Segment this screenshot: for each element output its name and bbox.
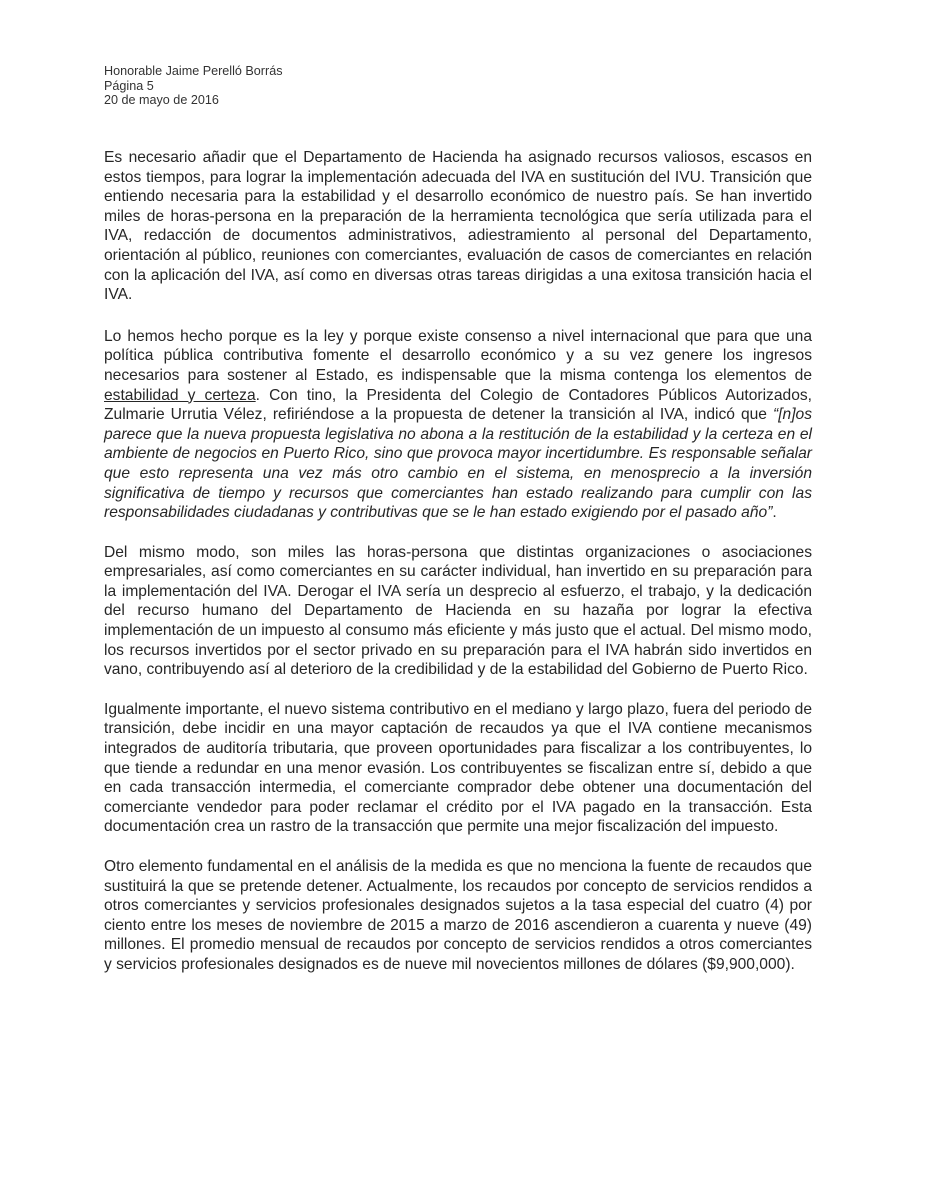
paragraph-4: Igualmente importante, el nuevo sistema contributivo en el mediano y largo plazo, fuera del periodo de transición, debe incidir en una mayor captación de recaudos ya que el IVA contiene mecanismos integrados de auditoría tributaria, que proveen oportunidades para fiscalizar a los contribuyentes, lo que tiende a redundar en una menor evasión. Los contribuyentes se fiscalizan entre sí, debido a que en cada transacción intermedia, el comerciante comprador debe obtener una documentación del comerciante vendedor para poder reclamar el crédito por el IVA pagado en la transacción. Esta documentación crea un rastro de la transacción que permite una mejor fiscalización del impuesto. xyxy=(104,700,812,836)
paragraph-3: Del mismo modo, son miles las horas-persona que distintas organizaciones o asociaciones empresariales, así como comerciantes en su carácter individual, han invertido en su preparación para la implementación del IVA. Derogar el IVA sería un desprecio al esfuerzo, el trabajo, y la dedicación del recurso humano del Departamento de Hacienda en su hazaña por lograr la efectiva implementación de un impuesto al consumo más eficiente y más justo que el actual. Del mismo modo, los recursos invertidos por el sector privado en su preparación para el IVA habrán sido invertidos en vano, contribuyendo así al deterioro de la credibilidad y de la estabilidad del Gobierno de Puerto Rico. xyxy=(104,543,812,679)
paragraph-2-text-b: . Con tino, la Presidenta del Colegio de Contadores Públicos Autorizados, Zulmarie Urrutia Vélez, refiriéndose a la propuesta de detener la transición al IVA, indicó que xyxy=(104,386,812,424)
paragraph-2-end: . xyxy=(772,504,777,522)
paragraph-5: Otro elemento fundamental en el análisis de la medida es que no menciona la fuente de recaudos que sustituirá la que se pretende detener. Actualmente, los recaudos por concepto de servicios rendidos a otros comerciantes y servicios profesionales designados sujetos a la tasa especial del cuatro (4) por ciento entre los meses de noviembre de 2015 a marzo de 2016 ascendieron a cuarenta y nueve (49) millones. El promedio mensual de recaudos por concepto de servicios rendidos a otros comerciantes y servicios profesionales designados es de nueve mil novecientos millones de dólares ($9,900,000). xyxy=(104,858,812,973)
letter-body xyxy=(104,148,812,995)
paragraph-2 xyxy=(104,327,812,523)
paragraph-1: Es necesario añadir que el Departamento de Hacienda ha asignado recursos valiosos, escasos en estos tiempos, para lograr la implementación adecuada del IVA en sustitución del IVU. Transición que entiendo necesaria para la estabilidad y el desarrollo económico de nuestro país. Se han invertido miles de horas-persona en la preparación de la herramienta tecnológica que sería utilizada para el IVA, redacción de documentos administrativos, adiestramiento al personal del Departamento, orientación al público, reuniones con comerciantes, evaluación de casos de comerciantes en relación con la aplicación del IVA, así como en diversas otras tareas dirigidas a una exitosa transición hacia el IVA. xyxy=(104,149,812,304)
underlined-phrase: estabilidad y certeza xyxy=(104,386,256,404)
letter-header xyxy=(104,64,283,108)
addressee-line: Honorable Jaime Perelló Borrás xyxy=(104,64,283,78)
page-number: Página 5 xyxy=(104,78,154,93)
letter-date: 20 de mayo de 2016 xyxy=(104,93,219,107)
paragraph-2-text-a: Lo hemos hecho porque es la ley y porque existe consenso a nivel internacional que para que una política pública contributiva fomente el desarrollo económico y a su vez genere los ingresos necesarios para sostener al Estado, es indispensable que la misma contenga los elementos de xyxy=(104,327,812,384)
italic-quote: “[n]os parece que la nueva propuesta legislativa no abona a la restitución de la estabilidad y la certeza en el ambiente de negocios en Puerto Rico, sino que provoca mayor incertidumbre. Es responsable señalar que esto representa una vez más otro cambio en el sistema, en menosprecio a la inversión significativa de tiempo y recursos que comerciantes han estado realizando para cumplir con las responsabilidades ciudadanas y contributivas que se le han estado exigiendo por el pasado año” xyxy=(104,406,812,522)
